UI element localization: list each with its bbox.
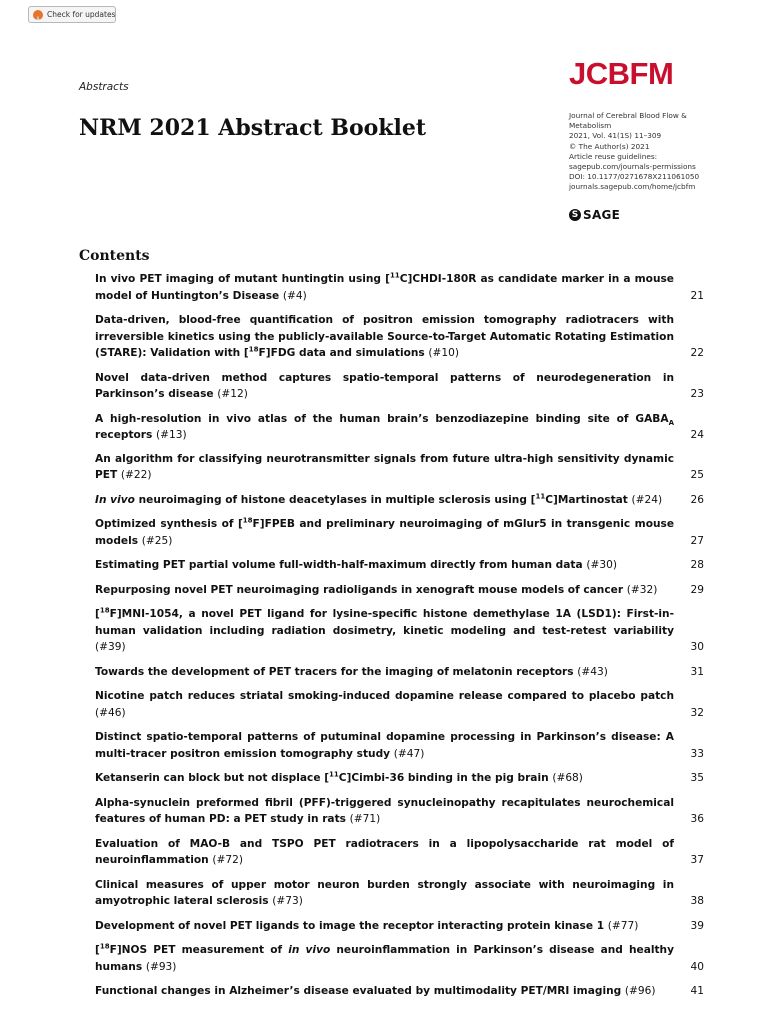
toc-entry-title[interactable]: Novel data-driven method captures spatio-temporal patterns of neurodegeneration in Parkinson’s disease (#12) <box>95 371 674 400</box>
toc-entry-title[interactable]: In vivo neuroimaging of histone deacetylases in multiple sclerosis using [$^{11}$C]Martinostat (#24) <box>95 491 663 506</box>
toc-entry-page: 28 <box>690 559 704 571</box>
toc-entry[interactable] <box>95 557 704 574</box>
journal-info-line[interactable]: DOI: 10.1177/0271678X211061050 <box>569 172 700 182</box>
toc-entry-title[interactable]: Clinical measures of upper motor neuron burden strongly associate with neuroimaging in amyotrophic lateral sclerosis (#73) <box>95 878 674 907</box>
toc-entry-title[interactable]: Alpha-synuclein preformed fibril (PFF)-triggered synucleinopathy recapitulates neurochemical features of human PD: a PET study in rats (#71) <box>95 796 674 825</box>
toc-entry-title[interactable]: Estimating PET partial volume full-width-half-maximum directly from human data (#30) <box>95 559 617 571</box>
toc-entry-title[interactable]: Functional changes in Alzheimer’s disease evaluated by multimodality PET/MRI imaging (#96) <box>95 985 656 997</box>
toc-entry-page: 37 <box>690 854 704 866</box>
toc-entry-title[interactable]: Evaluation of MAO-B and TSPO PET radiotracers in a lipopolysaccharide rat model of neuroinflammation (#72) <box>95 837 674 866</box>
toc-entry[interactable] <box>95 516 704 549</box>
toc-entry[interactable] <box>95 451 704 484</box>
toc-entry-number: (#43) <box>577 665 608 678</box>
toc-entry-page: 26 <box>690 493 704 506</box>
toc-entry-title[interactable]: Development of novel PET ligands to image the receptor interacting protein kinase 1 (#77) <box>95 919 639 932</box>
journal-info-line: Metabolism <box>569 121 612 131</box>
toc-entry-page: 32 <box>690 706 704 719</box>
table-of-contents <box>95 271 704 1008</box>
toc-entry-page: 30 <box>690 641 704 653</box>
toc-entry-page: 41 <box>690 985 704 997</box>
toc-entry[interactable] <box>95 877 704 910</box>
toc-entry[interactable] <box>95 918 704 935</box>
toc-entry[interactable] <box>95 795 704 828</box>
toc-entry-number: (#24) <box>631 493 663 506</box>
toc-entry-title[interactable]: In vivo PET imaging of mutant huntingtin using [$^{11}$C]CHDI-180R as candidate marker in a mouse model of Huntington’s Disease (#4) <box>95 271 674 302</box>
toc-entry-page: 22 <box>690 347 704 359</box>
toc-entry-number: (#71) <box>349 813 381 825</box>
page-title: NRM 2021 Abstract Booklet <box>79 115 427 141</box>
toc-entry-page: 23 <box>690 388 704 400</box>
journal-info <box>569 111 719 193</box>
toc-entry-page: 27 <box>690 534 704 547</box>
toc-entry[interactable] <box>95 942 704 975</box>
toc-entry-number: (#39) <box>95 641 126 653</box>
toc-entry-number: (#22) <box>120 469 152 481</box>
toc-entry-title[interactable]: Towards the development of PET tracers for the imaging of melatonin receptors (#43) <box>95 665 608 678</box>
contents-heading: Contents <box>79 248 150 264</box>
toc-entry-page: 25 <box>690 469 704 481</box>
toc-entry[interactable] <box>95 688 704 721</box>
toc-entry-title[interactable]: Optimized synthesis of [$^{18}$F]FPEB and preliminary neuroimaging of mGlur5 in transgenic mouse models (#25) <box>95 516 675 547</box>
section-label: Abstracts <box>79 81 129 93</box>
toc-entry[interactable] <box>95 582 704 599</box>
toc-entry-title[interactable]: Repurposing novel PET neuroimaging radioligands in xenograft mouse models of cancer (#32) <box>95 583 658 596</box>
toc-entry-title[interactable]: An algorithm for classifying neurotransmitter signals from future ultra-high sensitivity dynamic PET (#22) <box>95 452 674 481</box>
toc-entry[interactable] <box>95 770 704 787</box>
journal-info-line: Journal of Cerebral Blood Flow & <box>569 111 687 120</box>
toc-entry-number: (#93) <box>145 960 177 973</box>
toc-entry-page: 24 <box>690 429 704 441</box>
toc-entry-page: 29 <box>690 583 704 596</box>
toc-entry-number: (#30) <box>586 559 617 571</box>
toc-entry[interactable] <box>95 606 704 656</box>
journal-info-line: © The Author(s) 2021 <box>569 141 650 151</box>
toc-entry-number: (#73) <box>272 895 303 907</box>
journal-info-line[interactable]: journals.sagepub.com/home/jcbfm <box>569 182 696 192</box>
toc-entry-number: (#72) <box>212 854 243 866</box>
check-for-updates-label: Check for updates <box>47 10 116 19</box>
journal-info-line: Article reuse guidelines: <box>569 151 658 161</box>
toc-entry-number: (#77) <box>607 919 639 932</box>
toc-entry-title[interactable]: [$^{18}$F]NOS PET measurement of in vivo neuroinflammation in Parkinson’s disease and healthy humans (#93) <box>95 942 674 973</box>
check-for-updates-button[interactable] <box>28 6 116 23</box>
toc-entry-title[interactable]: Distinct spatio-temporal patterns of putuminal dopamine processing in Parkinson’s disease: A multi-tracer positron emission tomography study (#47) <box>95 731 674 760</box>
toc-entry[interactable] <box>95 411 704 444</box>
toc-entry[interactable] <box>95 370 704 403</box>
toc-entry-number: (#32) <box>626 583 658 596</box>
toc-entry[interactable] <box>95 983 704 1000</box>
toc-entry-number: (#96) <box>624 985 656 997</box>
toc-entry-number: (#68) <box>552 772 583 784</box>
toc-entry-number: (#46) <box>95 706 126 719</box>
sage-wordmark: SAGE <box>583 208 621 222</box>
toc-entry-title[interactable]: Ketanserin can block but not displace [$^{11}$C]Cimbi-36 binding in the pig brain (#68) <box>95 770 583 784</box>
toc-entry[interactable] <box>95 492 704 509</box>
toc-entry[interactable] <box>95 312 704 362</box>
toc-entry-page: 31 <box>690 665 704 678</box>
toc-entry-page: 38 <box>690 895 704 907</box>
toc-entry-page: 39 <box>690 919 704 932</box>
journal-info-line: 2021, Vol. 41(1S) 11–309 <box>569 131 662 141</box>
toc-entry-page: 33 <box>690 747 704 760</box>
crossmark-icon <box>33 10 43 20</box>
toc-entry-title[interactable]: [$^{18}$F]MNI-1054, a novel PET ligand for lysine-specific histone demethylase 1A (LSD1): First-in-human validation including radiation dosimetry, kinetic modeling and test-retest variability (#39) <box>95 606 674 653</box>
toc-entry-title[interactable]: A high-resolution in vivo atlas of the human brain’s benzodiazepine binding site of $GABA_A$ receptors (#13) <box>95 412 674 441</box>
toc-entry-number: (#10) <box>428 347 460 359</box>
toc-entry-page: 21 <box>690 289 704 302</box>
toc-entry-number: (#4) <box>282 289 307 302</box>
toc-entry-number: (#25) <box>141 534 173 547</box>
toc-entry[interactable] <box>95 271 704 304</box>
toc-entry-number: (#12) <box>217 388 248 400</box>
sage-icon: S <box>569 209 581 221</box>
toc-entry-title[interactable]: Nicotine patch reduces striatal smoking-induced dopamine release compared to placebo patch (#46) <box>95 690 674 719</box>
toc-entry[interactable] <box>95 729 704 762</box>
sage-logo <box>569 208 620 222</box>
toc-entry-number: (#47) <box>393 747 425 760</box>
toc-entry-title[interactable]: Data-driven, blood-free quantification of positron emission tomography radiotracers with irreversible kinetics using the publicly-available Source-to-Target Automatic Rotating Estimation (STARE): Validation with [$^{18}$F]FDG data and simulations (#10) <box>95 314 674 359</box>
toc-entry-page: 36 <box>690 813 704 825</box>
journal-info-line[interactable]: sagepub.com/journals-permissions <box>569 162 696 172</box>
toc-entry-number: (#13) <box>156 429 187 441</box>
toc-entry-page: 40 <box>690 960 704 973</box>
toc-entry[interactable] <box>95 836 704 869</box>
journal-logo: JCBFM <box>569 56 674 91</box>
toc-entry-page: 35 <box>690 772 704 784</box>
toc-entry[interactable] <box>95 664 704 681</box>
